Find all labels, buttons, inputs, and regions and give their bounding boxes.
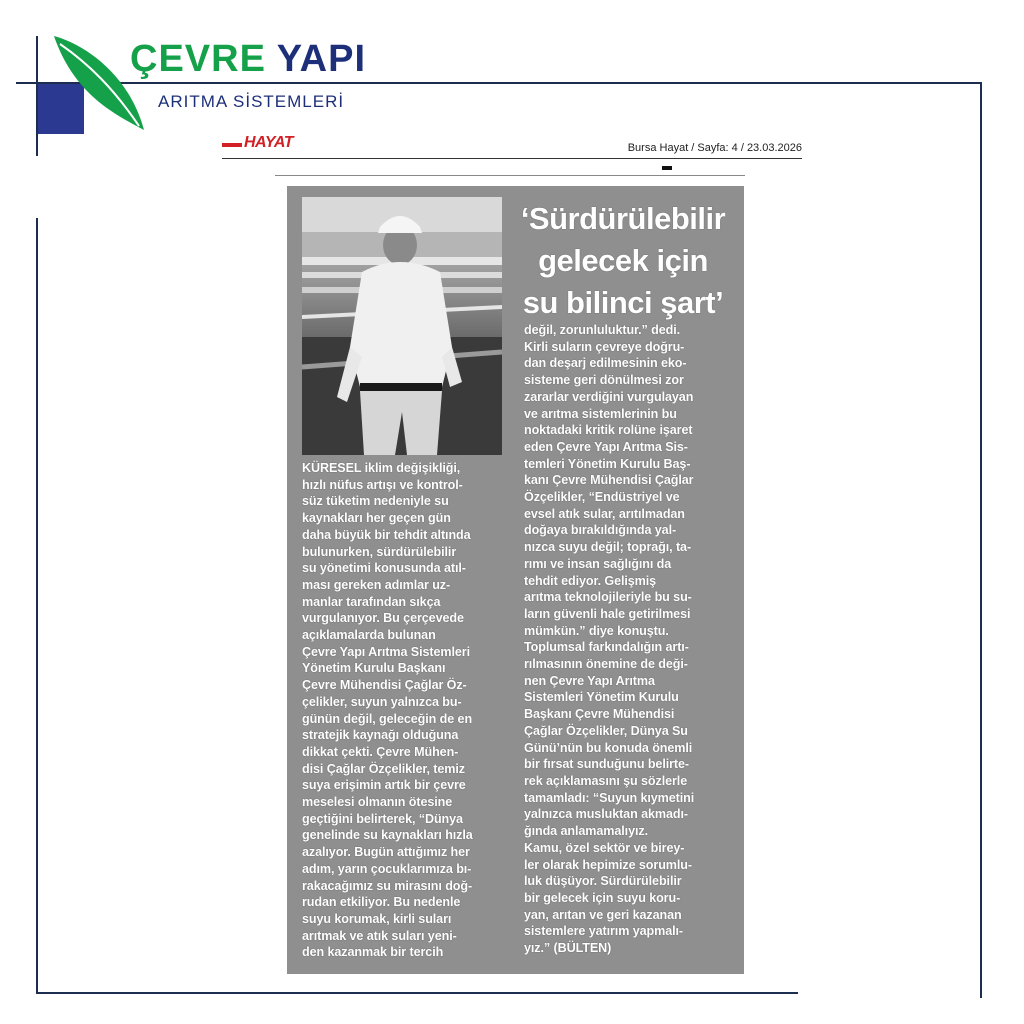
article-headline [512,198,734,324]
source-line: Bursa Hayat / Sayfa: 4 / 23.03.2026 [627,142,802,154]
body-line: ması gereken adımlar uz- [302,577,451,592]
body-line: mümkün.” diye konuştu. [524,623,669,638]
body-line: adım, yarın çocuklarımıza bı- [302,861,472,876]
body-line: arıtma teknolojileriyle bu su- [524,590,692,605]
body-line: sistemlere yatırım yapmalı- [524,924,684,939]
body-line: vurgulanıyor. Bu çerçevede [302,611,464,626]
body-line: çelikler, suyun yalnızca bu- [302,694,462,709]
body-line: kanı Çevre Mühendisi Çağlar [524,473,694,488]
body-line: bir fırsat sunduğunu belirte- [524,757,690,772]
body-line: yalnızca musluktan akmadı- [524,807,688,822]
body-line: bir gelecek için suyu koru- [524,890,681,905]
frame-top-line [16,82,982,84]
header-rule [222,158,802,159]
article-photo [302,197,502,455]
article-right-column [524,322,734,957]
body-line: açıklamalarda bulunan [302,628,436,643]
body-line: Toplumsal farkındalığın artı- [524,640,689,655]
body-line: Özçelikler, “Endüstriyel ve [524,490,680,505]
body-line: nızca suyu değil; toprağı, ta- [524,540,692,555]
body-line: evsel atık sular, arıtılmadan [524,506,685,521]
body-line: ğında anlamamalıyız. [524,824,648,839]
body-line: eden Çevre Yapı Arıtma Sis- [524,439,688,454]
body-line: meselesi olmanın ötesine [302,795,453,810]
body-line: hızlı nüfus artışı ve kontrol- [302,477,463,492]
body-line: kaynakları her geçen gün [302,511,451,526]
frame-right-line [980,82,982,998]
body-line: değil, zorunluluktur.” dedi. [524,323,681,337]
body-line: stratejik kaynağı olduğuna [302,728,459,743]
body-line: ve arıtma sistemlerinin bu [524,406,677,421]
body-line: bulunurken, sürdürülebilir [302,544,457,559]
body-line: rımı ve insan sağlığını da [524,556,672,571]
article-left-column [302,460,512,961]
body-line: KÜRESEL iklim değişikliği, [302,461,461,475]
body-line: yız.” (BÜLTEN) [524,941,612,956]
body-line: suyu korumak, kirli suları [302,911,452,926]
body-line: su yönetimi konusunda atıl- [302,561,466,576]
body-line: Kamu, özel sektör ve birey- [524,840,685,855]
body-line: Yönetim Kurulu Başkanı [302,661,446,676]
brand-title [130,38,366,81]
body-line: noktadaki kritik rolüne işaret [524,423,693,438]
headline-line: ‘Sürdürülebilir [520,201,726,236]
newspaper-logo [222,134,306,154]
body-line: süz tüketim nedeniyle su [302,494,449,509]
body-line: Günü’nün bu konuda önemli [524,740,693,755]
body-line: temleri Yönetim Kurulu Baş- [524,456,691,471]
brand-title-blue: YAPI [276,38,366,80]
body-line: Çağlar Özçelikler, Dünya Su [524,723,688,738]
clip-top-rule [275,175,745,176]
body-line: zararlar verdiğini vurgulayan [524,389,694,404]
body-line: dan deşarj edilmesinin eko- [524,356,687,371]
body-line: genelinde su kaynakları hızla [302,828,473,843]
body-line: Sistemleri Yönetim Kurulu [524,690,679,705]
body-line: günün değil, geleceğin de en [302,711,473,726]
frame-bottom-line [36,992,798,994]
body-line: Çevre Mühendisi Çağlar Öz- [302,678,467,693]
frame-left-line [36,218,38,994]
body-line: luk düşüyor. Sürdürülebilir [524,874,682,889]
body-line: den kazanmak bir tercih [302,945,444,960]
body-line: Kirli suların çevreye doğru- [524,339,685,354]
brand-title-green: ÇEVRE [130,38,266,80]
headline-line: gelecek için [538,243,708,278]
body-line: rılmasının önemine de deği- [524,657,688,672]
header-mark [662,166,672,170]
newspaper-logo-bar [222,143,242,147]
body-line: doğaya bırakıldığında yal- [524,523,677,538]
headline-line: su bilinci şart’ [522,285,724,320]
body-line: ların güvenli hale getirilmesi [524,606,691,621]
brand-subtitle: ARITMA SİSTEMLERİ [158,92,345,111]
body-line: dikkat çekti. Çevre Mühen- [302,744,459,759]
body-line: manlar tarafından sıkça [302,594,441,609]
person-photo-icon [302,197,502,455]
body-line: Çevre Yapı Arıtma Sistemleri [302,644,471,659]
body-line: daha büyük bir tehdit altında [302,527,471,542]
body-line: tamamladı: “Suyun kıymetini [524,790,695,805]
body-line: yan, arıtan ve geri kazanan [524,907,682,922]
body-line: nen Çevre Yapı Arıtma [524,673,655,688]
body-line: rek açıklamasını şu sözlerle [524,773,688,788]
body-line: sisteme geri dönülmesi zor [524,373,684,388]
body-line: disi Çağlar Özçelikler, temiz [302,761,465,776]
body-line: arıtmak ve atık suları yeni- [302,928,457,943]
body-line: rudan etkiliyor. Bu nedenle [302,895,461,910]
body-line: Başkanı Çevre Mühendisi [524,707,675,722]
body-line: rakacağımız su mirasını doğ- [302,878,473,893]
body-line: tehdit ediyor. Gelişmiş [524,573,657,588]
body-line: ler olarak hepimize sorumlu- [524,857,692,872]
body-line: geçtiğini belirterek, “Dünya [302,811,463,826]
newspaper-logo-text: HAYAT [244,134,294,151]
body-line: suya erişimin artık bir çevre [302,778,466,793]
body-line: azalıyor. Bugün attığımız her [302,845,470,860]
